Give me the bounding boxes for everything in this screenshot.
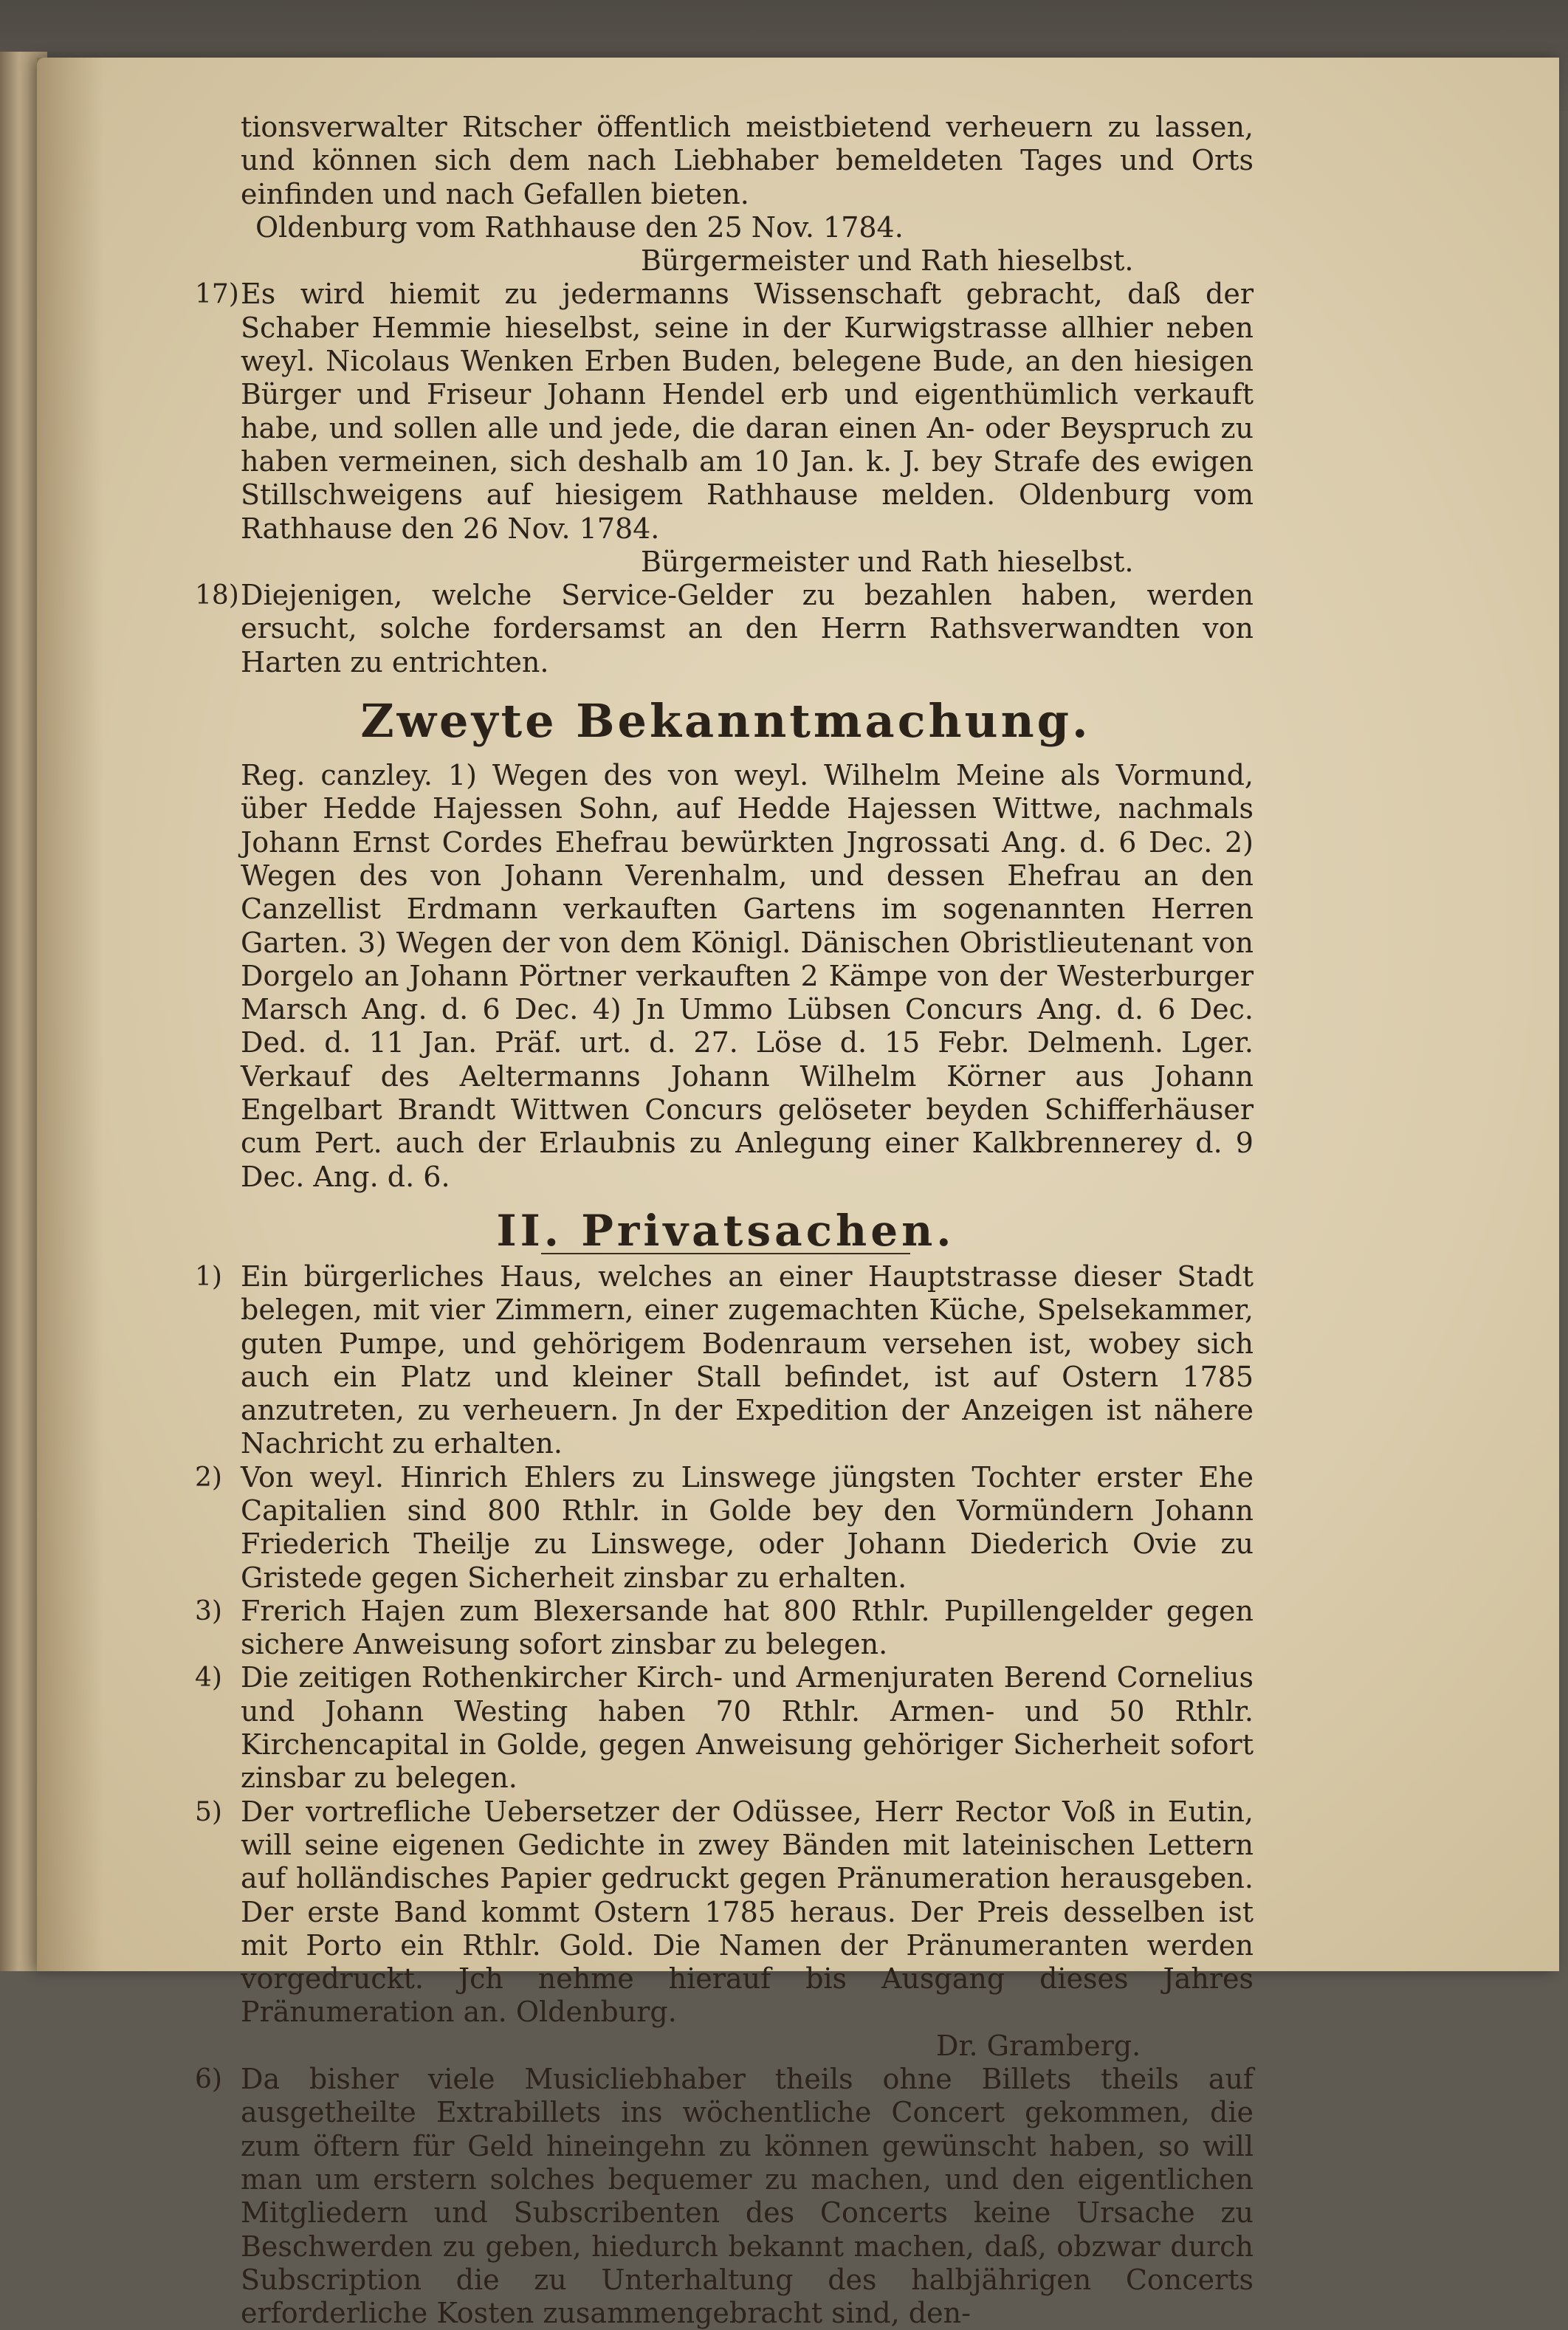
paragraph-continuation: tionsverwalter Ritscher öffentlich meistbietend verheuern zu lassen, und können sich dem nach Liebhaber bemeldeten Tages und Orts einfinden und nach Gefallen bieten.	[241, 111, 1254, 210]
signature-line: Dr. Gramberg.	[936, 2029, 1141, 2062]
item-number: 18)	[195, 580, 239, 611]
private-item-6	[195, 2063, 1254, 2330]
private-item-3	[195, 1594, 1254, 1662]
notice-17	[195, 278, 1254, 545]
section-heading: Zweyte Bekanntmachung.	[360, 694, 1091, 749]
regierungskanzley-paragraph: Reg. canzley. 1) Wegen des von weyl. Wilhelm Meine als Vormund, über Hedde Hajessen Sohn, auf Hedde Hajessen Wittwe, nachmals Johann Ernst Cordes Ehefrau bewürkten Jngrossati Ang. d. 6 Dec. 2) Wegen des von Johann Verenhalm, und dessen Ehefrau an den Canzellist Erdmann verkauften Gartens im sogenannten Herren Garten. 3) Wegen der von dem Königl. Dänischen Obristlieutenant von Dorgelo an Johann Pörtner verkauften 2 Kämpe von der Westerburger Marsch Ang. d. 6 Dec. 4) Jn Ummo Lübsen Concurs Ang. d. 6 Dec. Ded. d. 11 Jan. Präf. urt. d. 27. Löse d. 15 Febr. Delmenh. Lger. Verkauf des Aeltermanns Johann Wilhelm Körner aus Johann Engelbart Brandt Wittwen Concurs gelöseter beyden Schifferhäuser cum Pert. auch der Erlaubnis zu Anlegung einer Kalkbrennerey d. 9 Dec. Ang. d. 6.	[241, 759, 1254, 1193]
heading-text: II. Privatsachen.	[496, 1205, 955, 1256]
item-number: 2)	[195, 1462, 222, 1493]
private-item-4	[195, 1661, 1254, 1795]
item-number: 1)	[195, 1261, 222, 1292]
item-text: Der vortrefliche Uebersetzer der Odüssee, Herr Rector Voß in Eutin, will seine eigenen Gedichte in zwey Bänden mit lateinischen Lettern auf holländisches Papier gedruckt gegen Pränumeration herausgeben. Der erste Band kommt Ostern 1785 heraus. Der Preis desselben ist mit Porto ein Rthlr. Gold. Die Namen der Pränumeranten werden vorgedruckt. Jch nehme hierauf bis Ausgang dieses Jahres Pränumeration an. Oldenburg.	[241, 1795, 1254, 2029]
signature-line: Bürgermeister und Rath hieselbst.	[641, 244, 1134, 278]
item-number: 17)	[195, 279, 239, 310]
private-item-1	[195, 1259, 1254, 1461]
signature-line: Bürgermeister und Rath hieselbst.	[641, 545, 1134, 578]
notice-text: Diejenigen, welche Service-Gelder zu bezahlen haben, werden ersucht, solche fordersamst an den Herrn Rathsverwandten von Harten zu entrichten.	[241, 579, 1254, 678]
paragraph-date: Oldenburg vom Rathhause den 25 Nov. 1784.	[255, 210, 904, 244]
item-text: Die zeitigen Rothenkircher Kirch- und Armenjuraten Berend Cornelius und Johann Westing haben 70 Rthlr. Armen- und 50 Rthlr. Kirchencapital in Golde, gegen Anweisung gehöriger Sicherheit sofort zinsbar zu belegen.	[241, 1661, 1254, 1795]
page-text-body	[195, 111, 1254, 2330]
item-number: 5)	[195, 1796, 222, 1827]
notice-18	[195, 579, 1254, 679]
notice-text: Es wird hiemit zu jedermanns Wissenschaft gebracht, daß der Schaber Hemmie hieselbst, seine in der Kurwigstrasse allhier neben weyl. Nicolaus Wenken Erben Buden, belegene Bude, an den hiesigen Bürger und Friseur Johann Hendel erb und eigenthümlich verkauft habe, und sollen alle und jede, die daran einen An- oder Beyspruch zu haben vermeinen, sich deshalb am 10 Jan. k. J. bey Strafe des ewigen Stillschweigens auf hiesigem Rathhause melden. Oldenburg vom Rathhause den 26 Nov. 1784.	[241, 278, 1254, 545]
item-text: Frerich Hajen zum Blexersande hat 800 Rthlr. Pupillengelder gegen sichere Anweisung sofort zinsbar zu belegen.	[241, 1594, 1254, 1661]
item-number: 6)	[195, 2064, 222, 2095]
section-heading-privat	[198, 1204, 1254, 1254]
item-text: Von weyl. Hinrich Ehlers zu Linswege jüngsten Tochter erster Ehe Capitalien sind 800 Rthlr. in Golde bey den Vormündern Johann Friederich Theilje zu Linswege, oder Johann Diederich Ovie zu Gristede gegen Sicherheit zinsbar zu erhalten.	[241, 1460, 1254, 1594]
item-number: 3)	[195, 1595, 222, 1626]
item-text: Da bisher viele Musicliebhaber theils ohne Billets theils auf ausgetheilte Extrabillets ins wöchentliche Concert gekommen, die zum öftern für Geld hineingehn zu können gewünscht haben, so will man um erstern solches bequemer zu machen, und den eigentlichen Mitgliedern und Subscribenten des Concerts keine Ursache zu Beschwerden zu geben, hiedurch bekannt machen, daß, obzwar durch Subscription die zu Unterhaltung des halbjährigen Concerts erforderliche Kosten zusammengebracht sind, den-	[241, 2063, 1254, 2330]
item-number: 4)	[195, 1663, 222, 1694]
item-text: Ein bürgerliches Haus, welches an einer Hauptstrasse dieser Stadt belegen, mit vier Zimmern, einer zugemachten Küche, Spelsekammer, guten Pumpe, und gehörigem Bodenraum versehen ist, wobey sich auch ein Platz und kleiner Stall befindet, ist auf Ostern 1785 anzutreten, zu verheuern. Jn der Expedition der Anzeigen ist nähere Nachricht zu erhalten.	[241, 1259, 1254, 1460]
private-item-2	[195, 1460, 1254, 1595]
private-item-5	[195, 1795, 1254, 2030]
